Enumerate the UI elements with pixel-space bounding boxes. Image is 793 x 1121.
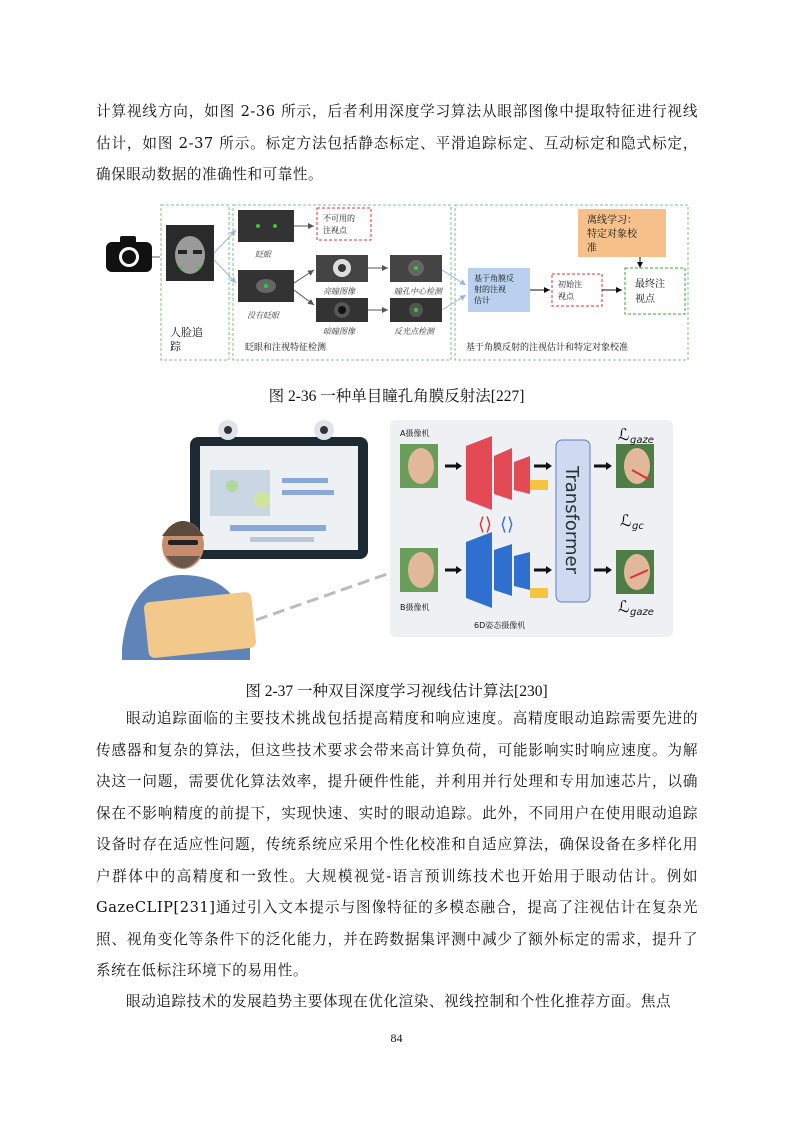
svg-text:视点: 视点	[558, 292, 574, 301]
svg-text:估计: 估计	[474, 296, 490, 305]
no-blink-label: 没有眨眼	[247, 311, 279, 320]
figure-37-caption: 图 2-37 一种双目深度学习视线估计算法[230]	[245, 683, 548, 700]
svg-text:⟨⟩: ⟨⟩	[478, 514, 493, 535]
svg-text:视点: 视点	[635, 294, 655, 305]
face-tracking-label: 人脸追	[170, 326, 203, 339]
svg-text:不可用的: 不可用的	[323, 214, 355, 223]
svg-text:基于角膜反: 基于角膜反	[474, 274, 514, 283]
svg-text:初始注: 初始注	[558, 280, 582, 289]
svg-text:特定对象校: 特定对象校	[587, 229, 637, 240]
svg-text:ℒ: ℒ	[620, 511, 632, 530]
figure-36-caption: 图 2-36 一种单目瞳孔角膜反射法[227]	[268, 388, 525, 405]
paragraph-top: 计算视线方向，如图 2-36 所示，后者利用深度学习算法从眼部图像中提取特征进行视线估计，如图 2-37 所示。标定方法包括静态标定、平滑追踪标定、互动标定和隐式标定，确保眼动数据的准确性和可靠性。	[96, 103, 698, 183]
pupil-center-label: 瞳孔中心检测	[394, 287, 442, 296]
svg-text:⟨⟩: ⟨⟩	[500, 514, 515, 535]
loss-gaze-top: gaze	[630, 435, 654, 446]
transformer-label: Transformer	[561, 466, 582, 575]
camera-a-label: A摄像机	[400, 429, 430, 438]
camera-b-label: B摄像机	[400, 603, 430, 612]
page-number: 84	[390, 1031, 403, 1045]
svg-text:踪: 踪	[170, 340, 181, 353]
svg-text:准: 准	[587, 243, 597, 254]
panel2-title: 眨眼和注视特征检测	[245, 343, 327, 353]
svg-text:离线学习：: 离线学习：	[587, 215, 637, 226]
pose-camera-label: 6D姿态摄像机	[474, 621, 526, 630]
blink-label: 眨眼	[255, 250, 271, 259]
loss-gaze-bottom: gaze	[630, 607, 654, 618]
svg-text:射的注视: 射的注视	[474, 285, 506, 294]
svg-text:ℒ: ℒ	[618, 597, 630, 616]
svg-text:最终注: 最终注	[635, 279, 665, 290]
paragraph-1: 眼动追踪面临的主要技术挑战包括提高精度和响应速度。高精度眼动追踪需要先进的传感器和复杂的算法，但这些技术要求会带来高计算负荷，可能影响实时响应速度。为解决这一问题，需要优化算法效率，提升硬件性能，并利用并行处理和专用加速芯片，以确保在不影响精度的前提下，实现快速、实时的眼动追踪。此外，不同用户在使用眼动追踪设备时存在适应性问题，传统系统应采用个性化校准和自适应算法，确保设备在多样化用户群体中的高精度和一致性。大规模视觉-语言预训练技术也开始用于眼动估计。例如 GazeCLIP[231]通过引入文本提示与图像特征的多模态融合，提高了注视估计在复杂光照、视角变化等条件下的泛化能力，并在跨数据集评测中减少了额外标定的需求，提升了系统在低标注环境下的易用性。	[96, 710, 698, 979]
panel3-title: 基于角膜反射的注视估计和特定对象校准	[466, 343, 629, 353]
monitor-illustration	[190, 420, 368, 559]
dark-pupil-label: 暗瞳图像	[323, 327, 355, 336]
bright-pupil-label: 亮瞳图像	[323, 287, 355, 296]
paragraph-2: 眼动追踪技术的发展趋势主要体现在优化渲染、视线控制和个性化推荐方面。焦点	[126, 993, 672, 1010]
glint-label: 反光点检测	[394, 327, 434, 336]
loss-gc: gc	[632, 521, 644, 532]
svg-text:ℒ: ℒ	[618, 425, 630, 444]
svg-text:注视点: 注视点	[323, 226, 347, 235]
